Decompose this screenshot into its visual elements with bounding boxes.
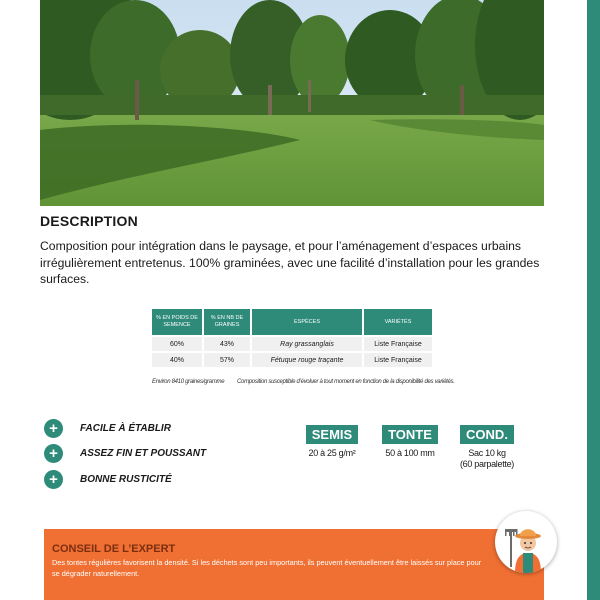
spec-tonte [375,425,445,459]
cell-variete: Liste Française [364,353,432,367]
spec-tonte-label: TONTE [382,425,438,444]
header-especes: ESPÈCES [252,309,362,335]
description-text: Composition pour intégration dans le paysage, et pour l’aménagement d’espaces urbains irrégulièrement entretenus. 100% graminées, avec une facilité d’installation pour les grandes surfaces. [40,239,540,286]
spec-cond-value [452,448,522,470]
gardener-icon [495,511,557,573]
right-accent-bar [587,0,600,600]
grains-note: Environ 8410 graines/gramme [152,379,225,385]
spec-tonte-value: 50 à 100 mm [385,448,435,458]
cell-espece: Fétuque rouge traçante [252,353,362,367]
hero-lawn-photo [40,0,544,206]
expert-advice-text: Des tontes régulières favorisent la densité. Si les déchets sont peu importants, ils peuvent éventuellement être laissés sur place pour se dégrader naturellement. [52,558,482,578]
description-heading: DESCRIPTION [40,213,138,229]
plus-icon: + [44,470,63,489]
table-row [152,337,432,351]
table-header-row [152,309,432,335]
spec-semis-label: SEMIS [306,425,358,444]
feature-item [44,444,206,463]
header-graines: % EN NB DE GRAINES [204,309,250,335]
feature-label: FACILE À ÉTABLIR [80,423,171,434]
spec-semis [297,425,367,459]
cell-variete: Liste Française [364,337,432,351]
spec-cond-value-line1: Sac 10 kg [468,448,506,458]
feature-label: ASSEZ FIN ET POUSSANT [80,448,207,459]
cell-graines: 43% [204,337,250,351]
spec-cond-value-line2: (60 parpalette) [459,459,515,469]
cell-graines: 57% [204,353,250,367]
expert-advice-title: CONSEIL DE L’EXPERT [52,543,176,555]
composition-table [150,307,434,369]
header-varietes: VARIÉTÉS [364,309,432,335]
table-row [152,353,432,367]
header-poids: % EN POIDS DE SEMENCE [152,309,202,335]
spec-semis-value: 20 à 25 g/m² [308,448,356,458]
cell-poids: 60% [152,337,202,351]
feature-item [44,470,172,489]
plus-icon: + [44,444,63,463]
expert-advice-box [44,529,544,600]
cell-poids: 40% [152,353,202,367]
cell-espece: Ray grassanglais [252,337,362,351]
spec-cond [452,425,522,470]
spec-cond-label: COND. [460,425,514,444]
feature-item [44,419,171,438]
composition-note: Composition susceptible d’évoluer à tout moment en fonction de la disponibilité des variétés. [237,379,455,385]
plus-icon: + [44,419,63,438]
feature-label: BONNE RUSTICITÉ [80,474,172,485]
